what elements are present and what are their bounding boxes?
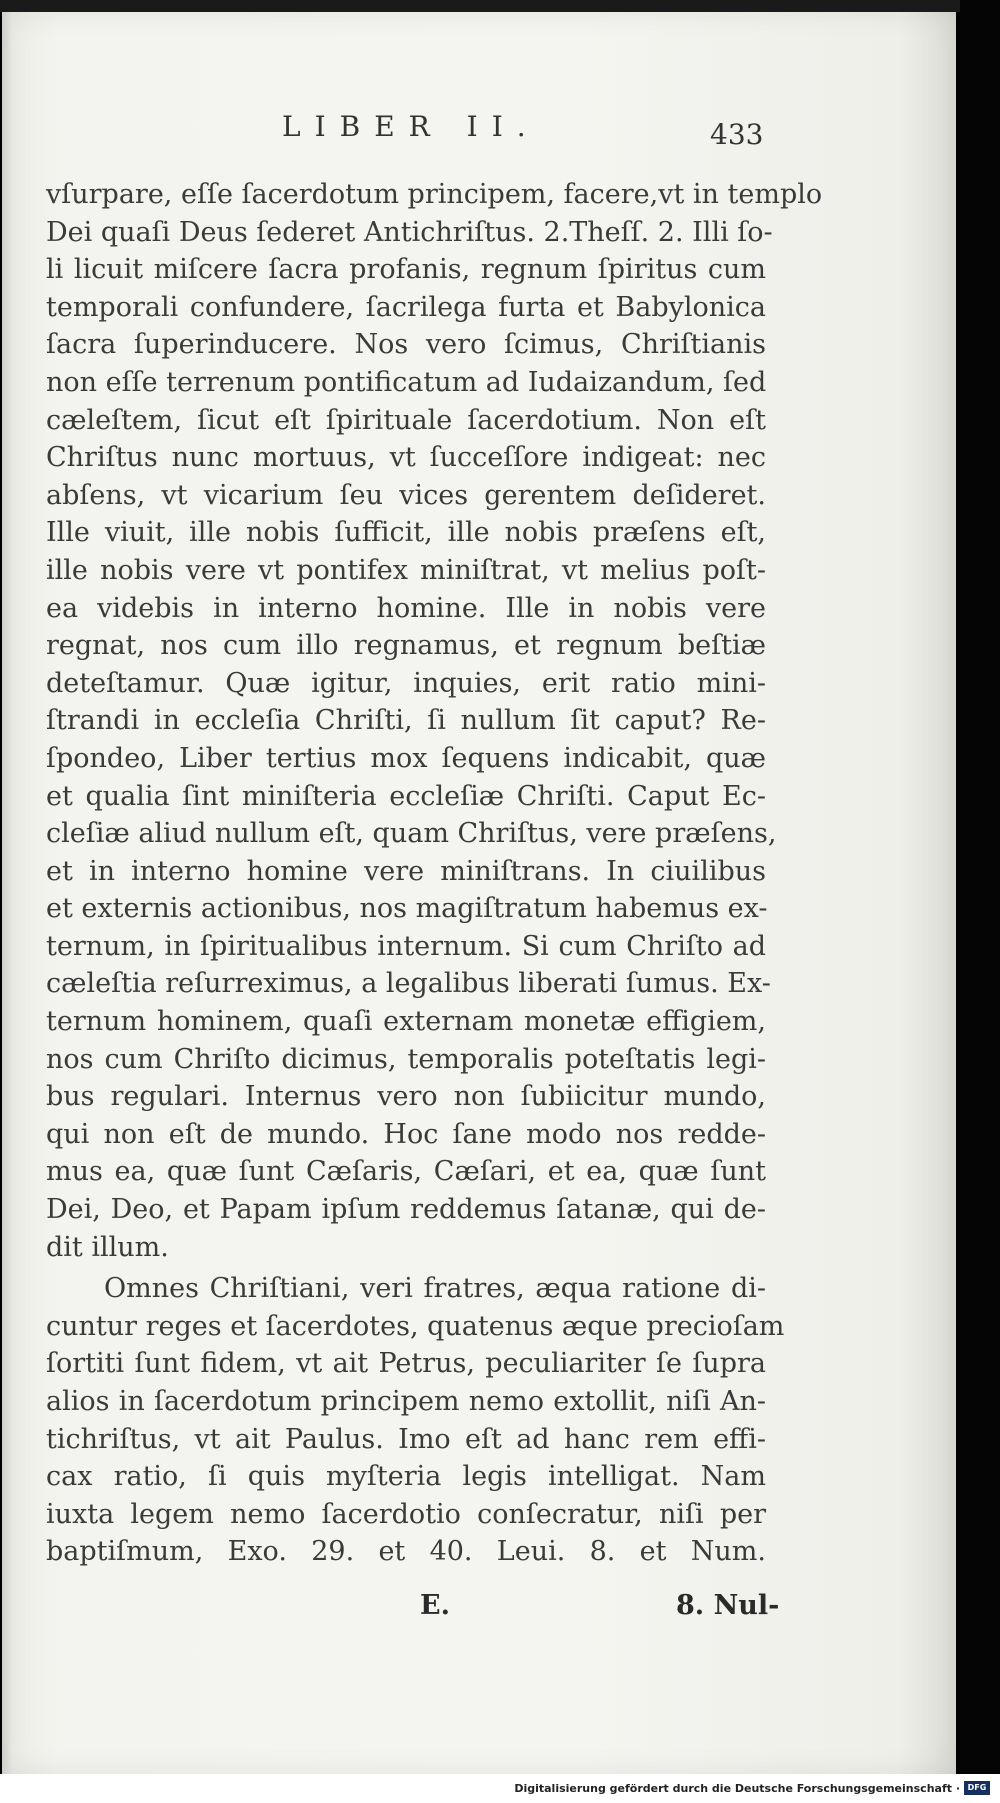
signature-mark: E.	[420, 1590, 450, 1621]
text-line: mus ea, quæ ſunt Cæſaris, Cæſari, et ea, quæ ſunt	[46, 1156, 766, 1188]
text-line: ſtrandi in eccleſia Chriſti, ſi nullum ſit caput? Re-	[46, 705, 766, 737]
book-page	[2, 12, 956, 1774]
text-line: baptiſmum, Exo. 29. et 40. Leui. 8. et Num.	[46, 1536, 766, 1568]
text-line: Dei, Deo, et Papam ipſum reddemus ſatanæ, qui de-	[46, 1194, 766, 1226]
catchword: 8. Nul-	[676, 1590, 780, 1621]
text-line: dit illum.	[46, 1231, 169, 1263]
dfg-logo-icon: DFG	[964, 1781, 990, 1795]
scan-frame-top	[0, 0, 1000, 12]
text-line: temporali confundere, ſacrilega furta et Babylonica	[46, 291, 766, 323]
text-line: non eſſe terrenum pontificatum ad Iudaizandum, ſed	[46, 366, 767, 398]
text-line: vſurpare, eſſe ſacerdotum principem, facere,vt in templo	[46, 179, 823, 210]
text-line: Ille viuit, ille nobis ſufficit, ille nobis præſens eſt,	[46, 517, 766, 549]
body-text	[46, 176, 823, 1571]
text-line: qui non eſt de mundo. Hoc ſane modo nos redde-	[46, 1118, 766, 1150]
text-line: abſens, vt vicarium ſeu vices gerentem deſideret.	[46, 479, 766, 511]
text-line: ternum hominem, quaſi externam monetæ effigiem,	[46, 1006, 766, 1038]
paragraph-first-line: Omnes Chriſtiani, veri fratres, æqua ratione di-	[104, 1273, 766, 1305]
running-title: LIBER II.	[282, 110, 540, 143]
text-line: alios in ſacerdotum principem nemo extollit, niſi An-	[46, 1386, 766, 1417]
text-line: ſpondeo, Liber tertius mox ſequens indicabit, quæ	[46, 742, 766, 774]
text-line: cæleſtia reſurreximus, a legalibus liberati ſumus. Ex-	[46, 968, 771, 1000]
text-line: deteſtamur. Quæ igitur, inquies, erit ratio mini-	[46, 667, 766, 699]
text-line: tichriſtus, vt ait Paulus. Imo eſt ad hanc rem effi-	[46, 1423, 766, 1455]
text-line: li licuit miſcere ſacra profanis, regnum ſpiritus cum	[46, 254, 766, 286]
digitization-footer	[0, 1774, 1000, 1803]
text-line: regnat, nos cum illo regnamus, et regnum beſtiæ	[46, 630, 766, 662]
text-line: ſacra ſuperinducere. Nos vero ſcimus, Chriſtianis	[46, 329, 766, 361]
scan-frame-right	[960, 0, 1000, 1803]
page-number: 433	[710, 118, 764, 151]
page-spine-shadow	[2, 12, 12, 1774]
text-line: ea videbis in interno homine. Ille in nobis vere	[46, 592, 766, 624]
text-line: Dei quaſi Deus ſederet Antichriſtus. 2.Theſſ. 2. Illi ſo-	[46, 216, 773, 248]
text-line: cæleſtem, ſicut eſt ſpirituale ſacerdotium. Non eſt	[46, 404, 766, 436]
text-line: nos cum Chriſto dicimus, temporalis poteſtatis legi-	[46, 1043, 766, 1075]
text-line: iuxta legem nemo ſacerdotio conſecratur, niſi per	[46, 1498, 766, 1530]
text-line: ternum, in ſpiritualibus internum. Si cum Chriſto ad	[46, 930, 766, 962]
text-line: cleſiæ aliud nullum eſt, quam Chriſtus, vere præſens,	[46, 818, 777, 850]
text-line: cuntur reges et ſacerdotes, quatenus æque precioſam	[46, 1310, 785, 1342]
text-line: ille nobis vere vt pontifex miniſtrat, vt melius poſt-	[46, 554, 766, 586]
text-line: et in interno homine vere miniſtrans. In ciuilibus	[46, 855, 766, 887]
text-line: cax ratio, ſi quis myſteria legis intelligat. Nam	[46, 1461, 766, 1493]
text-line: bus regulari. Internus vero non ſubiicitur mundo,	[46, 1081, 766, 1113]
text-line: ſortiti ſunt fidem, vt ait Petrus, peculiariter ſe ſupra	[46, 1348, 766, 1380]
text-line: et externis actionibus, nos magiſtratum habemus ex-	[46, 893, 768, 925]
text-line: et qualia ſint miniſteria eccleſiæ Chriſti. Caput Ec-	[46, 780, 766, 812]
text-line: Chriſtus nunc mortuus, vt ſucceſſore indigeat: nec	[46, 442, 766, 474]
footer-credit: Digitalisierung gefördert durch die Deutsche Forschungsgemeinschaft ·	[514, 1782, 960, 1795]
